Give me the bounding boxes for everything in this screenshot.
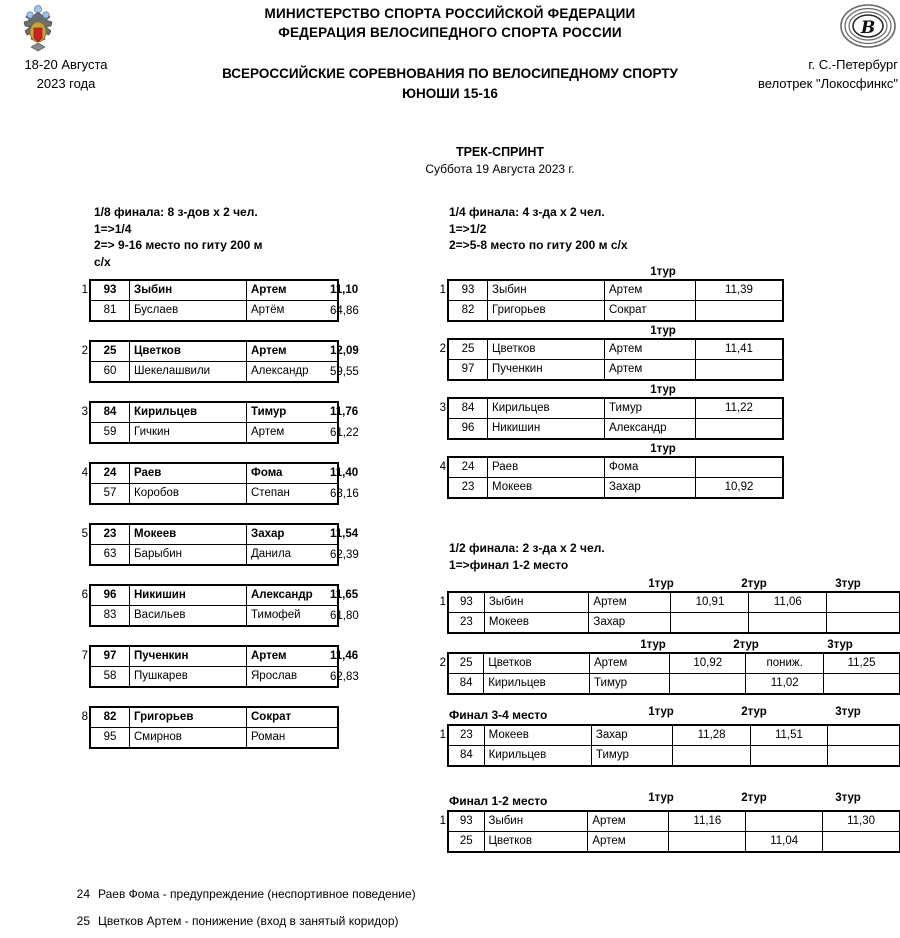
- rider-number: 93: [449, 281, 488, 301]
- table-row: [449, 654, 900, 674]
- rider-lastname: Мокеев: [484, 613, 589, 633]
- heat-seed-number: 2: [439, 657, 446, 669]
- round-label-tour3: 3тур: [835, 706, 861, 718]
- rider-number: 96: [449, 419, 488, 439]
- heat-time-t1: 10,92: [670, 654, 746, 674]
- qualifying-time: 11,46: [330, 650, 359, 662]
- table-row: [449, 478, 783, 498]
- table-row: [91, 586, 338, 606]
- table-row: [449, 281, 783, 301]
- eighth-heading-line-1: 1/8 финала: 8 з-дов х 2 чел.: [94, 205, 258, 219]
- footnote-rider-number: 24: [76, 887, 90, 901]
- table-row: [449, 832, 900, 852]
- rider-lastname: Раев: [488, 458, 605, 478]
- venue-city: г. С.-Петербург: [808, 57, 898, 72]
- ministry-line-1: МИНИСТЕРСТВО СПОРТА РОССИЙСКОЙ ФЕДЕРАЦИИ: [264, 6, 636, 21]
- heat-time-t1: [673, 746, 750, 766]
- rider-lastname: Раев: [130, 464, 247, 484]
- final-1-2-heading: Финал 1-2 место: [449, 794, 548, 808]
- table-row: [91, 464, 338, 484]
- rider-number: 23: [91, 525, 130, 545]
- quarter-final-heat-4: [448, 457, 783, 498]
- rider-firstname: Артем: [588, 832, 669, 852]
- semi-final-heading: [449, 540, 605, 573]
- table-row: [91, 647, 338, 667]
- round-label-tour2: 2тур: [733, 639, 759, 651]
- russian-coat-of-arms-emblem: [12, 2, 64, 54]
- qualifying-time: 11,76: [330, 406, 359, 418]
- header-center-block: [140, 4, 760, 104]
- table-row: [449, 726, 900, 746]
- rider-lastname: Пученкин: [488, 360, 605, 380]
- rider-firstname: Данила: [247, 545, 338, 565]
- heat-time-t3: [823, 832, 900, 852]
- event-line-2: ЮНОШИ 15-16: [402, 86, 498, 101]
- table-row: [91, 362, 338, 382]
- rider-number: 84: [449, 399, 488, 419]
- rider-lastname: Никишин: [488, 419, 605, 439]
- footnote-text: Раев Фома - предупреждение (неспортивное поведение): [98, 887, 416, 901]
- table-row: [91, 728, 338, 748]
- rider-number: 93: [91, 281, 130, 301]
- rider-number: 23: [449, 726, 485, 746]
- qualifying-time: 64,86: [330, 305, 359, 317]
- rider-number: 25: [91, 342, 130, 362]
- heat-seed-number: 4: [81, 467, 88, 479]
- final-1-2-table: [448, 811, 900, 852]
- final-3-4-heading: Финал 3-4 место: [449, 708, 548, 722]
- quarter-final-heat-2: [448, 339, 783, 380]
- table-row: [449, 613, 900, 633]
- event-dates: [0, 55, 132, 93]
- round-label-tour3: 3тур: [827, 639, 853, 651]
- table-row: [91, 606, 338, 626]
- rider-firstname: Артем: [588, 812, 669, 832]
- rider-firstname: Артём: [247, 301, 338, 321]
- rider-number: 83: [91, 606, 130, 626]
- rider-firstname: Захар: [591, 726, 673, 746]
- table-row: [91, 525, 338, 545]
- quarter-heading-line-2: 1=>1/2: [449, 221, 487, 236]
- eighth-final-heading: [94, 204, 263, 270]
- rider-firstname: Тимур: [590, 674, 670, 694]
- round-label-tour1: 1тур: [640, 639, 666, 651]
- rider-firstname: Артем: [247, 647, 338, 667]
- rider-number: 57: [91, 484, 130, 504]
- table-row: [449, 593, 900, 613]
- quarter-heading-line-3: 2=>5-8 место по гиту 200 м с/х: [449, 238, 628, 252]
- qualifying-time: 11,10: [330, 284, 359, 296]
- heat-seed-number: 6: [81, 589, 88, 601]
- round-label-tour1: 1тур: [650, 384, 676, 396]
- table-row: [449, 301, 783, 321]
- quarter-final-heading: [449, 204, 628, 254]
- rider-lastname: Кирильцев: [484, 674, 590, 694]
- heat-time-t1: [669, 832, 746, 852]
- venue-track: велотрек "Локосфинкс": [758, 76, 898, 91]
- rider-number: 97: [91, 647, 130, 667]
- qualifying-time: 61,22: [330, 427, 359, 439]
- qualifying-time: 62,39: [330, 549, 359, 561]
- round-label-tour2: 2тур: [741, 792, 767, 804]
- rider-number: 23: [449, 478, 488, 498]
- rider-lastname: Григорьев: [488, 301, 605, 321]
- rider-lastname: Цветков: [484, 832, 588, 852]
- heat-seed-number: 7: [81, 650, 88, 662]
- rider-firstname: Артем: [590, 654, 670, 674]
- heat-seed-number: 1: [439, 729, 446, 741]
- heat-time-t3: 11,25: [824, 654, 900, 674]
- rider-number: 97: [449, 360, 488, 380]
- rider-lastname: Мокеев: [488, 478, 605, 498]
- rider-lastname: Кирильцев: [130, 403, 247, 423]
- heat-time-t2: 11,04: [746, 832, 823, 852]
- table-row: [91, 281, 338, 301]
- quarter-final-heat-3: [448, 398, 783, 439]
- heat-seed-number: 1: [439, 284, 446, 296]
- table-row: [91, 708, 338, 728]
- table-row: [449, 746, 900, 766]
- heat-time-t2: [749, 613, 827, 633]
- rider-lastname: Васильев: [130, 606, 247, 626]
- heat-time-t3: 11,30: [823, 812, 900, 832]
- heat-seed-number: 1: [439, 596, 446, 608]
- rider-lastname: Цветков: [488, 340, 605, 360]
- rider-lastname: Цветков: [130, 342, 247, 362]
- table-row: [449, 419, 783, 439]
- round-label-tour1: 1тур: [650, 266, 676, 278]
- rider-number: 84: [91, 403, 130, 423]
- heat-time-t1: [671, 613, 749, 633]
- table-row: [91, 403, 338, 423]
- eighth-final-heat-2: [90, 341, 338, 382]
- heat-time-t3: [827, 593, 900, 613]
- rider-number: 63: [91, 545, 130, 565]
- rider-lastname: Буслаев: [130, 301, 247, 321]
- eighth-final-heat-4: [90, 463, 338, 504]
- qualifying-time: 61,80: [330, 610, 359, 622]
- rider-firstname: Захар: [247, 525, 338, 545]
- heat-time-t1: 11,16: [669, 812, 746, 832]
- rider-firstname: Захар: [589, 613, 671, 633]
- rider-number: 25: [449, 654, 484, 674]
- rider-number: 93: [449, 812, 485, 832]
- rider-lastname: Гичкин: [130, 423, 247, 443]
- event-dates-line-2: 2023 года: [36, 76, 96, 91]
- semi-final-heat-1: [448, 592, 900, 633]
- rider-firstname: Артем: [247, 342, 338, 362]
- rider-lastname: Шекелашвили: [130, 362, 247, 382]
- rider-lastname: Зыбин: [488, 281, 605, 301]
- rider-lastname: Григорьев: [130, 708, 247, 728]
- heat-time-t1: [696, 419, 783, 439]
- heat-time-t1: 11,28: [673, 726, 750, 746]
- rider-number: 60: [91, 362, 130, 382]
- rider-lastname: Кирильцев: [488, 399, 605, 419]
- rider-lastname: Зыбин: [130, 281, 247, 301]
- event-dates-line-1: 18-20 Августа: [24, 57, 108, 72]
- rider-number: 84: [449, 674, 484, 694]
- round-label-tour1: 1тур: [648, 706, 674, 718]
- eighth-heading-line-4: с/х: [94, 254, 111, 269]
- eighth-final-heat-5: [90, 524, 338, 565]
- rider-lastname: Цветков: [484, 654, 590, 674]
- rider-number: 25: [449, 832, 485, 852]
- rider-number: 58: [91, 667, 130, 687]
- rider-lastname: Барыбин: [130, 545, 247, 565]
- rider-firstname: Артем: [247, 281, 338, 301]
- rider-number: 82: [91, 708, 130, 728]
- heat-time-t3: [824, 674, 900, 694]
- rider-lastname: Коробов: [130, 484, 247, 504]
- rider-firstname: Артем: [247, 423, 338, 443]
- rider-number: 25: [449, 340, 488, 360]
- heat-time-t2: пониж.: [746, 654, 824, 674]
- table-row: [449, 458, 783, 478]
- rider-number: 59: [91, 423, 130, 443]
- rider-lastname: Смирнов: [130, 728, 247, 748]
- rider-lastname: Мокеев: [484, 726, 591, 746]
- rider-firstname: Александр: [247, 586, 338, 606]
- heat-time-t2: [746, 812, 823, 832]
- heat-time-t1: 11,41: [696, 340, 783, 360]
- qualifying-time: 11,40: [330, 467, 359, 479]
- table-row: [91, 667, 338, 687]
- eighth-final-heat-3: [90, 402, 338, 443]
- heat-time-t3: [827, 613, 900, 633]
- footnote-rider-number: 25: [76, 914, 90, 928]
- rider-number: 24: [449, 458, 488, 478]
- event-venue: [708, 55, 898, 93]
- table-row: [449, 674, 900, 694]
- round-label-tour1: 1тур: [650, 325, 676, 337]
- rider-lastname: Зыбин: [484, 812, 588, 832]
- footnote-text: Цветков Артем - понижение (вход в занятый коридор): [98, 914, 399, 928]
- heat-time-t1: [696, 301, 783, 321]
- heat-time-t3: [828, 726, 900, 746]
- rider-lastname: Зыбин: [484, 593, 589, 613]
- heat-time-t2: 11,02: [746, 674, 824, 694]
- table-row: [449, 340, 783, 360]
- rider-lastname: Никишин: [130, 586, 247, 606]
- qualifying-time: 12,09: [330, 345, 359, 357]
- round-label-tour3: 3тур: [835, 578, 861, 590]
- eighth-heading-line-2: 1=>1/4: [94, 221, 132, 236]
- heat-seed-number: 1: [439, 815, 446, 827]
- qualifying-time: 62,83: [330, 671, 359, 683]
- rider-lastname: Пушкарев: [130, 667, 247, 687]
- rider-number: 24: [91, 464, 130, 484]
- semi-final-heat-2: [448, 653, 900, 694]
- heat-time-t1: 10,91: [671, 593, 749, 613]
- rider-firstname: Сократ: [605, 301, 696, 321]
- heat-seed-number: 3: [439, 402, 446, 414]
- rider-number: 23: [449, 613, 485, 633]
- svg-text:B: B: [860, 18, 876, 38]
- discipline-name: ТРЕК-СПРИНТ: [455, 145, 545, 159]
- eighth-heading-line-3: 2=> 9-16 место по гиту 200 м: [94, 238, 263, 252]
- round-label-tour1: 1тур: [648, 792, 674, 804]
- rider-firstname: Тимур: [605, 399, 696, 419]
- table-row: [91, 423, 338, 443]
- rider-firstname: Сократ: [247, 708, 338, 728]
- rider-firstname: Артем: [605, 281, 696, 301]
- heat-time-t1: 10,92: [696, 478, 783, 498]
- quarter-heading-line-1: 1/4 финала: 4 з-да х 2 чел.: [449, 205, 605, 219]
- final-3-4-table: [448, 725, 900, 766]
- eighth-final-heat-6: [90, 585, 338, 626]
- table-row: [449, 360, 783, 380]
- rider-firstname: Фома: [605, 458, 696, 478]
- rider-firstname: Степан: [247, 484, 338, 504]
- table-row: [449, 399, 783, 419]
- rider-firstname: Артем: [589, 593, 671, 613]
- heat-time-t2: 11,51: [750, 726, 827, 746]
- eighth-final-heat-1: [90, 280, 338, 321]
- heat-seed-number: 2: [439, 343, 446, 355]
- rider-firstname: Артем: [605, 360, 696, 380]
- heat-time-t3: [828, 746, 900, 766]
- eighth-final-heat-7: [90, 646, 338, 687]
- quarter-final-heat-1: [448, 280, 783, 321]
- semi-heading-line-1: 1/2 финала: 2 з-да х 2 чел.: [449, 541, 605, 555]
- cycling-federation-logo: [840, 4, 896, 48]
- heat-seed-number: 3: [81, 406, 88, 418]
- table-row: [91, 484, 338, 504]
- heat-seed-number: 5: [81, 528, 88, 540]
- table-row: [91, 342, 338, 362]
- heat-time-t2: 11,06: [749, 593, 827, 613]
- heat-seed-number: 1: [81, 284, 88, 296]
- rider-number: 81: [91, 301, 130, 321]
- rider-firstname: Ярослав: [247, 667, 338, 687]
- rider-firstname: Александр: [247, 362, 338, 382]
- eighth-final-heat-8: [90, 707, 338, 748]
- discipline-date: Суббота 19 Августа 2023 г.: [425, 162, 575, 176]
- rider-number: 82: [449, 301, 488, 321]
- rider-firstname: Захар: [605, 478, 696, 498]
- round-label-tour1: 1тур: [648, 578, 674, 590]
- round-label-tour3: 3тур: [835, 792, 861, 804]
- event-line-1: ВСЕРОССИЙСКИЕ СОРЕВНОВАНИЯ ПО ВЕЛОСИПЕДНОМУ СПОРТУ: [222, 66, 678, 81]
- heat-time-t1: [670, 674, 746, 694]
- rider-lastname: Мокеев: [130, 525, 247, 545]
- table-row: [91, 545, 338, 565]
- rider-firstname: Тимофей: [247, 606, 338, 626]
- heat-time-t2: [750, 746, 827, 766]
- heat-seed-number: 4: [439, 461, 446, 473]
- qualifying-time: 11,54: [330, 528, 359, 540]
- qualifying-time: 59,55: [330, 366, 359, 378]
- rider-lastname: Пученкин: [130, 647, 247, 667]
- rider-number: 96: [91, 586, 130, 606]
- rider-firstname: Роман: [247, 728, 338, 748]
- rider-firstname: Тимур: [247, 403, 338, 423]
- rider-number: 84: [449, 746, 485, 766]
- rider-firstname: Фома: [247, 464, 338, 484]
- rider-lastname: Кирильцев: [484, 746, 591, 766]
- qualifying-time: 11,65: [330, 589, 359, 601]
- semi-heading-line-2: 1=>финал 1-2 место: [449, 557, 569, 572]
- qualifying-time: 63,16: [330, 488, 359, 500]
- table-row: [449, 812, 900, 832]
- heat-time-t1: 11,39: [696, 281, 783, 301]
- rider-firstname: Артем: [605, 340, 696, 360]
- heat-time-t1: [696, 360, 783, 380]
- heat-seed-number: 2: [81, 345, 88, 357]
- rider-firstname: Тимур: [591, 746, 673, 766]
- table-row: [91, 301, 338, 321]
- round-label-tour1: 1тур: [650, 443, 676, 455]
- ministry-line-2: ФЕДЕРАЦИЯ ВЕЛОСИПЕДНОГО СПОРТА РОССИИ: [278, 25, 622, 40]
- rider-firstname: Александр: [605, 419, 696, 439]
- rider-number: 95: [91, 728, 130, 748]
- round-label-tour2: 2тур: [741, 578, 767, 590]
- round-label-tour2: 2тур: [741, 706, 767, 718]
- heat-time-t1: [696, 458, 783, 478]
- rider-number: 93: [449, 593, 485, 613]
- heat-time-t1: 11,22: [696, 399, 783, 419]
- discipline-block: [330, 144, 670, 178]
- heat-seed-number: 8: [81, 711, 88, 723]
